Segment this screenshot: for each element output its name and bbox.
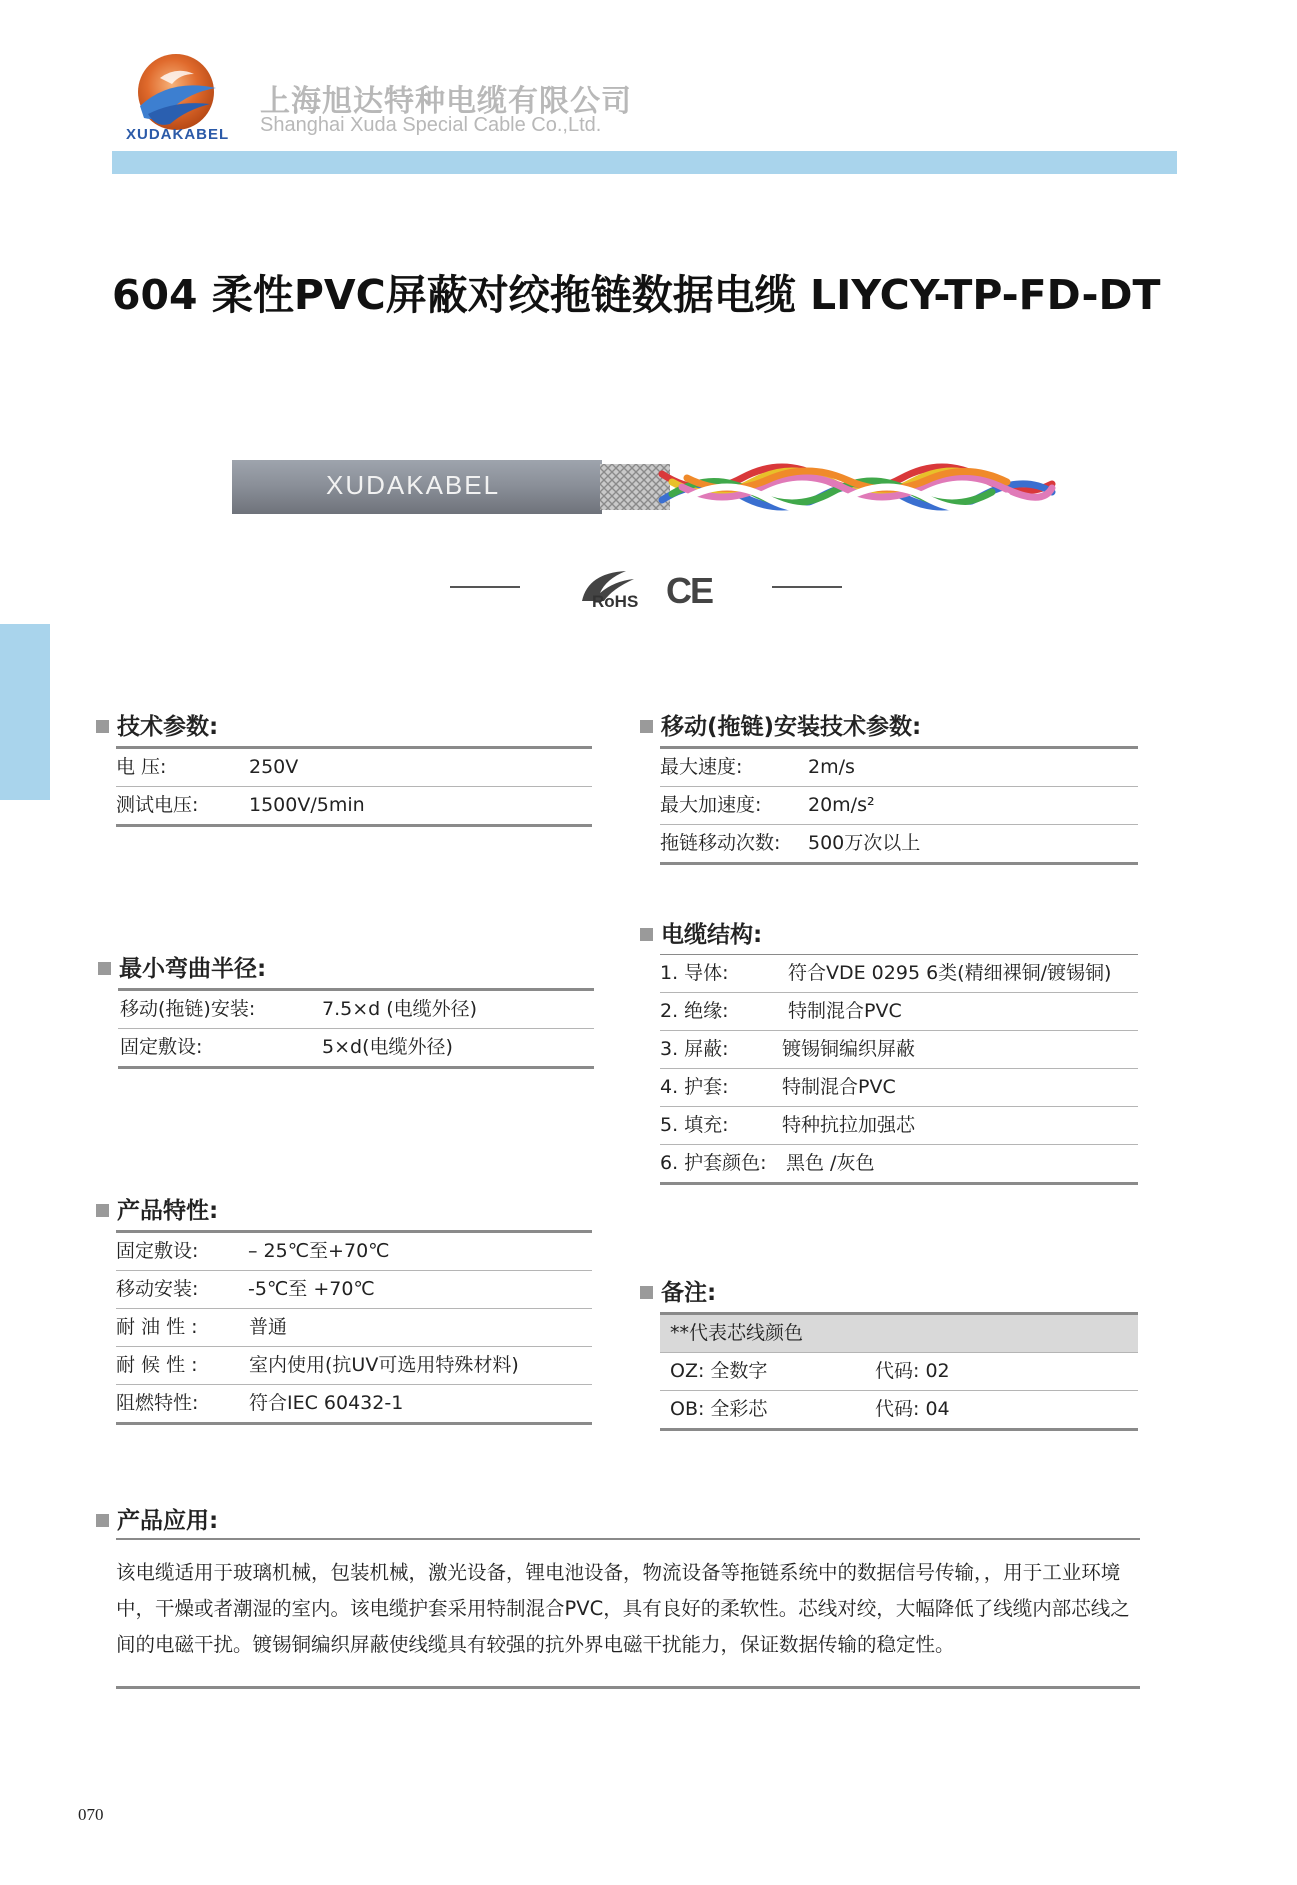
company-name-english: Shanghai Xuda Special Cable Co.,Ltd.: [260, 114, 602, 136]
page-title: 604 柔性PVC屏蔽对绞拖链数据电缆 LIYCY-TP-FD-DT: [112, 271, 1161, 319]
tech-params-table: [116, 746, 592, 827]
table-row: 移动(拖链)安装: 7.5×d (电缆外径): [118, 991, 594, 1029]
table-row: 耐 候 性 : 室内使用(抗UV可选用特殊材料): [116, 1347, 592, 1385]
table-row: 1. 导体: 符合VDE 0295 6类(精细裸铜/镀锡铜): [660, 955, 1138, 993]
tech-params-heading: 技术参数:: [96, 708, 218, 741]
structure-heading: 电缆结构:: [640, 916, 762, 949]
mobile-params-table: [660, 746, 1138, 865]
bullet-square-icon: [640, 928, 653, 941]
table-row: 拖链移动次数: 500万次以上: [660, 832, 921, 854]
rohs-mark: RoHS: [592, 592, 639, 611]
table-row: 最大速度: 2m/s: [660, 749, 1138, 787]
table-row: 最大加速度: 20m/s²: [660, 787, 1138, 825]
table-row: OZ: 全数字 代码: 02: [660, 1353, 1138, 1391]
table-row: 测试电压: 1500V/5min: [116, 794, 365, 816]
table-row: 固定敷设: 5×d(电缆外径): [120, 1036, 453, 1058]
cable-print-label: XUDAKABEL: [326, 470, 501, 500]
application-bottom-rule: [116, 1686, 1140, 1689]
table-row: 固定敷设: – 25℃至+70℃: [116, 1233, 592, 1271]
table-row: 2. 绝缘: 特制混合PVC: [660, 993, 1138, 1031]
features-table: [116, 1230, 592, 1425]
table-row: 移动安装: -5℃至 +70℃: [116, 1271, 592, 1309]
table-row: 3. 屏蔽: 镀锡铜编织屏蔽: [660, 1031, 1138, 1069]
table-row: 6. 护套颜色: 黑色 /灰色: [660, 1152, 875, 1174]
features-heading: 产品特性:: [96, 1192, 218, 1225]
table-row: OB: 全彩芯 代码: 04: [670, 1398, 950, 1420]
application-heading: 产品应用:: [96, 1502, 218, 1535]
table-row: 5. 填充: 特种抗拉加强芯: [660, 1107, 1138, 1145]
logo-wordmark: XUDAKABEL: [126, 126, 230, 143]
notes-heading: 备注:: [640, 1274, 716, 1307]
bullet-square-icon: [640, 1286, 653, 1299]
header-bar: [112, 151, 1177, 174]
bend-radius-table: [118, 988, 594, 1069]
application-text: 该电缆适用于玻璃机械，包装机械，激光设备，锂电池设备，物流设备等拖链系统中的数据信号传输，，用于工业环境中，干燥或者潮湿的室内。该电缆护套采用特制混合PVC，具有良好的柔软性。芯线对绞，大幅降低了线缆内部芯线之间的电磁干扰。镀锡铜编织屏蔽使线缆具有较强的抗外界电磁干扰能力，保证数据传输的稳定性。: [116, 1561, 1130, 1656]
structure-table: [660, 954, 1138, 1185]
notes-table: [660, 1312, 1138, 1431]
bullet-square-icon: [96, 1204, 109, 1217]
bullet-square-icon: [98, 962, 111, 975]
table-row: 阻燃特性: 符合IEC 60432-1: [116, 1392, 404, 1414]
divider-right: [772, 586, 842, 588]
bend-radius-heading: 最小弯曲半径:: [98, 950, 266, 983]
application-top-rule: [116, 1538, 1140, 1540]
bullet-square-icon: [640, 720, 653, 733]
side-tab: [0, 624, 50, 800]
table-row: 4. 护套: 特制混合PVC: [660, 1069, 1138, 1107]
bullet-square-icon: [96, 1514, 109, 1527]
ce-mark: CE: [666, 570, 713, 611]
company-name-chinese: 上海旭达特种电缆有限公司: [260, 84, 632, 119]
notes-highlight-row: **代表芯线颜色: [660, 1315, 1138, 1353]
table-row: 耐 油 性 : 普通: [116, 1309, 592, 1347]
bullet-square-icon: [96, 720, 109, 733]
table-row: 电 压: 250V: [116, 749, 592, 787]
mobile-params-heading: 移动(拖链)安装技术参数:: [640, 708, 921, 741]
page-number: 070: [78, 1805, 104, 1824]
divider-left: [450, 586, 520, 588]
